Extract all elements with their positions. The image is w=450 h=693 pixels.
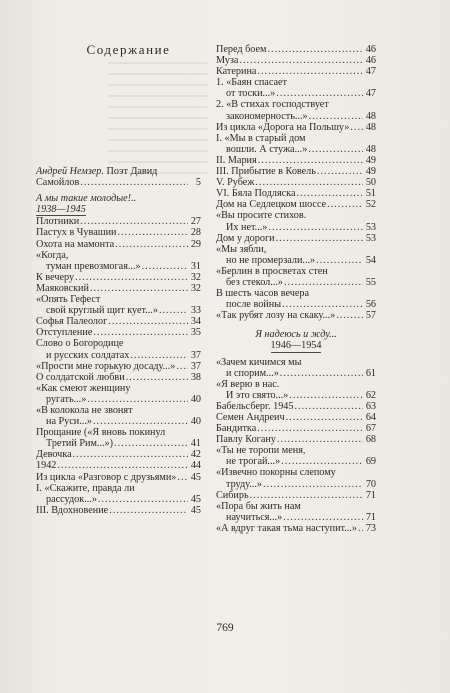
toc-entry-title: В шесть часов вечера [216,288,310,300]
dot-leader [316,255,363,266]
dot-leader [276,233,363,244]
toc-entry[interactable] [216,177,376,188]
toc-page-number: 53 [365,232,376,244]
toc-entry[interactable] [36,449,201,460]
page-number: 769 [216,622,234,634]
toc-page-number: 28 [190,227,201,239]
toc-entry-title: «Прости мне горькую досаду...» [36,360,176,372]
toc-entry[interactable] [36,338,201,360]
toc-page-number: 46 [365,55,376,67]
toc-entry-title: «Вы просите стихов. [216,210,307,222]
toc-entry-title: «Мы зябли, [216,243,267,255]
toc-entry-title: закономерность...» [226,110,308,122]
dot-leader [327,199,363,210]
toc-entry[interactable] [216,490,376,501]
toc-entry-title: без стекол...» [226,276,283,288]
dot-leader [296,188,363,199]
toc-page-number: 42 [190,449,201,461]
toc-entry-title: «Когда, [36,249,69,261]
toc-entry-title: рассудок...» [46,493,97,505]
toc-entry-title: Сибирь [216,489,249,501]
toc-entry[interactable] [36,383,201,405]
toc-entry-title: I. «Мы в старый дом [216,132,306,144]
toc-entry-title: Охота на мамонта [36,238,115,250]
toc-page-number: 32 [190,282,201,294]
toc-entry[interactable] [36,294,201,316]
dot-leader [142,261,188,272]
toc-entry-title: III. Вдохновение [36,504,109,516]
toc-entry-title: «Так рубят лозу на скаку...» [216,310,336,322]
toc-entry-title: Муза [216,55,239,67]
toc-right-column [216,44,376,534]
toc-page-number: 32 [190,271,201,283]
toc-entry-title: «Пора бы жить нам [216,500,301,512]
toc-page-number: 48 [365,121,376,133]
dot-leader [239,55,363,66]
toc-page-number: 27 [190,216,201,228]
toc-entry-title: труду...» [226,478,262,490]
toc-entry[interactable] [216,266,376,288]
dot-leader [114,438,188,449]
toc-entry[interactable] [36,166,201,188]
toc-entry[interactable] [216,233,376,244]
toc-entry[interactable] [216,501,376,523]
toc-entry-title: Маяковский [36,282,89,294]
toc-entry-title: Их нет...» [226,221,268,233]
dot-leader [177,472,188,483]
dot-leader [159,305,188,316]
toc-page-number: 46 [365,44,376,55]
dot-leader [257,423,363,434]
toc-entry-title: Самойлов [36,177,80,189]
dot-leader [277,434,363,445]
toc-entry-title: VI. Бяла Подляска [216,188,296,200]
toc-entry-title: Плотники [36,216,80,228]
toc-entry[interactable] [36,372,201,383]
toc-entry[interactable] [36,427,201,449]
dot-leader [98,494,188,505]
dot-leader [115,239,188,250]
section-title: Я надеюсь и жду... [255,329,337,341]
toc-entry[interactable] [36,361,201,372]
toc-entry[interactable] [36,283,201,294]
dot-leader [263,479,363,490]
toc-page-number: 34 [190,316,201,328]
toc-page-number: 54 [365,254,376,266]
toc-entry-title: I. «Скажите, правда ли [36,482,135,494]
toc-page-number: 48 [365,143,376,155]
toc-page-number: 37 [190,360,201,372]
toc-page-number: 49 [365,154,376,166]
toc-entry[interactable] [36,405,201,427]
toc-page-number: 71 [365,511,376,523]
toc-entry-title: и русских солдатах [46,349,130,361]
toc-entry-title: «А вдруг такая тьма наступит...» [216,522,357,534]
dot-leader [109,505,188,516]
toc-entry[interactable] [216,55,376,66]
toc-page-number: 31 [190,260,201,272]
toc-entry-title: «Опять Гефест [36,294,101,306]
toc-page-number: 5 [195,177,201,189]
dot-leader [130,350,188,361]
toc-page-number: 52 [365,199,376,211]
toc-entry-title: «В колокола не звонят [36,404,133,416]
toc-entry[interactable] [216,357,376,379]
toc-entry[interactable] [216,434,376,445]
toc-entry-title: «Как смеют женщину [36,382,131,394]
toc-entry[interactable] [36,472,201,483]
toc-entry[interactable] [216,199,376,210]
toc-entry-title: К вечеру [36,271,75,283]
toc-entry-title: Софья Палеолог [36,316,108,328]
toc-entry[interactable] [216,310,376,321]
toc-entry[interactable] [216,122,376,133]
toc-entry[interactable] [216,401,376,412]
page-title: Содержание [86,42,171,57]
toc-page-number: 48 [365,110,376,122]
toc-entry[interactable] [216,288,376,310]
toc-page-number: 35 [190,327,201,339]
dot-leader [276,88,363,99]
toc-entry-title: Перед боем [216,44,267,55]
dot-leader [250,490,363,501]
toc-entry-title: «Я верю в нас. [216,378,280,390]
toc-entry-title: и спорим...» [226,367,279,379]
toc-entry-title: Павлу Когану [216,434,276,446]
dot-leader [289,390,363,401]
toc-entry-title: от тоски...» [226,88,276,100]
toc-page-number: 47 [365,66,376,78]
dot-leader [75,272,188,283]
dot-leader [358,523,363,534]
toc-entry[interactable] [216,412,376,423]
toc-page-number: 55 [365,276,376,288]
toc-entry-title: Катерина [216,66,257,78]
toc-entry-title: 1. «Баян спасает [216,77,287,89]
toc-entry-title: Семен Андреич [216,412,285,423]
toc-entry-title: Из цикла «Разговор с друзьями» [36,471,177,483]
toc-entry-title: Бандитка [216,423,257,435]
toc-entry-title: свой круглый щит кует...» [46,305,158,317]
dot-leader [108,316,188,327]
toc-entry-title: Бабельсберг. 1945 [216,400,294,412]
toc-entry-title: не трогай...» [226,456,281,468]
dot-leader [80,177,188,188]
toc-page-number: 62 [365,389,376,401]
toc-entry-title: Андрей Немзер. Поэт Давид [36,166,158,177]
toc-page-number: 33 [190,305,201,317]
toc-page-number: 73 [365,522,376,534]
dot-leader [280,368,363,379]
dot-leader [317,166,363,177]
toc-entry-title: Слово о Богородице [36,338,124,350]
dot-leader [80,216,188,227]
dot-leader [282,299,363,310]
toc-entry[interactable] [216,44,376,55]
toc-page-number: 29 [190,238,201,250]
toc-entry-title: «Ты не торопи меня, [216,445,306,457]
toc-page-number: 40 [190,416,201,428]
dot-leader [257,66,363,77]
toc-entry-title: Прощание («Я вновь покинул [36,427,166,439]
toc-entry[interactable] [36,216,201,227]
dot-leader [284,277,363,288]
toc-entry-title: И это свято...» [226,389,289,401]
toc-left-list [36,166,201,516]
dot-leader [294,401,363,412]
toc-entry-title: Отступление [36,327,93,339]
dot-leader [283,512,363,523]
toc-entry-title: вошли. А стужа...» [226,143,308,155]
dot-leader [258,155,363,166]
toc-entry-title: после войны [226,299,282,311]
toc-entry[interactable] [216,423,376,434]
toc-right-list [216,44,376,534]
toc-entry-title: ругать...» [46,393,87,405]
toc-page-number: 61 [365,367,376,379]
toc-entry-title: Из цикла «Дорога на Польшу» [216,121,350,133]
toc-entry-title: туман превозмогая...» [46,260,141,272]
toc-page-number: 70 [365,478,376,490]
toc-page-number: 40 [190,393,201,405]
dot-leader [73,449,188,460]
toc-entry-title: Дом на Седлецком шоссе [216,199,327,211]
dot-leader [267,44,363,55]
toc-page-number: 49 [365,166,376,178]
toc-entry-title: «Зачем кичимся мы [216,356,302,368]
toc-entry-title: «Берлин в просветах стен [216,265,328,277]
toc-entry-title: 1942 [36,460,57,472]
toc-entry[interactable] [36,505,201,516]
toc-page-number: 67 [365,423,376,435]
toc-entry[interactable] [216,188,376,199]
toc-entry[interactable] [216,77,376,99]
toc-entry-title: Пастух в Чувашии [36,227,117,239]
toc-entry-title: «Извечно покорны слепому [216,467,336,479]
dot-leader [93,327,188,338]
toc-entry[interactable] [216,133,376,155]
toc-entry[interactable] [216,166,376,177]
toc-entry-title: Девочка [36,449,72,461]
toc-entry[interactable] [216,244,376,266]
toc-entry-title: на Руси...» [46,416,92,428]
toc-entry[interactable] [216,66,376,77]
toc-page-number: 37 [190,349,201,361]
toc-entry[interactable] [36,272,201,283]
dot-leader [117,227,188,238]
toc-entry[interactable] [36,460,201,471]
toc-page-number: 41 [190,438,201,450]
toc-entry[interactable] [36,239,201,250]
toc-page-number: 50 [365,177,376,189]
toc-page-number: 68 [365,434,376,446]
section-heading [36,193,201,216]
dot-leader [93,416,188,427]
dot-leader [309,111,363,122]
toc-page-number: 57 [365,310,376,322]
toc-entry[interactable] [216,99,376,121]
toc-page-number: 53 [365,221,376,233]
toc-page-number: 64 [365,412,376,423]
dot-leader [350,122,363,133]
toc-entry-title: Дом у дороги [216,232,275,244]
dot-leader [90,283,188,294]
toc-entry[interactable] [216,467,376,489]
dot-leader [268,222,363,233]
section-years: 1938—1945 [36,204,86,216]
dot-leader [336,310,363,321]
dot-leader [126,372,188,383]
toc-entry-title: II. Мария [216,154,257,166]
toc-entry[interactable] [216,379,376,401]
toc-entry-title: научиться...» [226,511,283,523]
dot-leader [308,144,363,155]
toc-page-number: 44 [190,460,201,472]
toc-entry-title: О солдатской любви [36,371,125,383]
toc-page-number: 45 [190,471,201,483]
toc-page-number: 47 [365,88,376,100]
toc-left-column [36,44,201,516]
toc-page-number: 71 [365,489,376,501]
toc-page-number: 38 [190,371,201,383]
toc-entry[interactable] [216,523,376,534]
dot-leader [255,177,363,188]
toc-entry[interactable] [216,155,376,166]
toc-entry[interactable] [36,327,201,338]
toc-page-number: 45 [190,493,201,505]
toc-entry[interactable] [36,250,201,272]
toc-entry[interactable] [216,210,376,232]
toc-page-number: 45 [190,504,201,516]
section-years: 1946—1954 [270,340,322,352]
toc-entry[interactable] [36,316,201,327]
section-heading [216,329,376,352]
toc-entry[interactable] [36,227,201,238]
toc-entry-title: 2. «В стихах господствует [216,99,329,111]
dot-leader [57,460,188,471]
dot-leader [286,412,363,423]
toc-entry-title: но не промерзали...» [226,254,316,266]
toc-page-number: 51 [365,188,376,200]
toc-entry-title: III. Прибытие в Ковель [216,166,316,178]
dot-leader [87,394,188,405]
toc-entry-title: Третий Рим...») [46,438,114,450]
toc-entry-title: V. Рубеж [216,177,255,189]
toc-entry[interactable] [216,445,376,467]
toc-page-number: 63 [365,400,376,412]
dot-leader [281,456,363,467]
toc-page-number: 69 [365,456,376,468]
section-title: А мы такие молодые!.. [36,193,137,205]
toc-entry[interactable] [36,483,201,505]
toc-page-number: 56 [365,299,376,311]
dot-leader [176,361,188,372]
